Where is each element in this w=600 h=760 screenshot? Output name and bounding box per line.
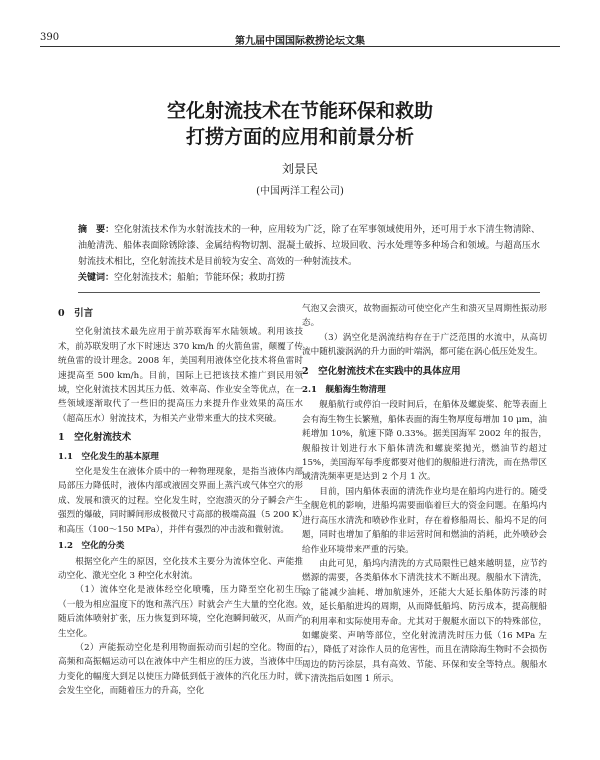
body-paragraph: 根据空化产生的原因，空化技术主要分为流体空化、声能推动空化、激光空化 3 种空化水射流。 [58,556,303,581]
subsection-heading: 1.1 空化发生的基本原理 [58,451,159,462]
body-paragraph: 舰船航行或停泊一段时间后，在船体及螺旋桨、舵等表面上会有海生物生长繁殖，船体表面的海生物厚度每增加 10 μm，油耗增加 10%，航速下降 0.33%。据美国海军 2002 年的报告，舰船按计划进行水下船体清洗和螺旋桨抛光，燃油节约超过 15%，美国海军每季度都要对他们的舰船进行清洗，而在热带区域清洗频率更是达到 2 个月 1 次。 [302,400,547,483]
running-header [40,30,560,47]
right-column [302,302,547,687]
keywords-text: 空化射流技术；船舶；节能环保；救助打捞 [114,273,286,283]
body-paragraph: （2）声能振动空化是利用物面振动而引起的空化。物面的高频和高振幅运动可以在液体中产生相应的压力波，当液体中压力变化的幅度大到足以使压力降低到低于液体的汽化压力时，就会发生空化，而随着压力的升高，空化 [58,642,303,697]
abstract-body: 空化射流技术作为水射流技术的一种，应用较为广泛，除了在军事领域使用外，还可用于水下清生物清除、油舱清洗、船体表面除锈除漆、金属结构物切割、混凝土破拆、垃圾回收、污水处理等多种场合和领域。与超高压水射流技术相比，空化射流技术是目前较为安全、高效的一种射流技术。 [78,225,540,267]
body-paragraph: 气泡又会溃灭，故物面振动可使空化产生和溃灭呈周期性振动形态。 [302,304,547,329]
abstract-label: 摘 要： [78,225,115,235]
section-heading: 2 空化射流技术在实践中的具体应用 [302,365,461,377]
body-paragraph: 空化是发生在液体介质中的一种物理现象，是指当液体内部局部压力降低时，液体内部或液固交界面上蒸汽或气体空穴的形成、发展和溃灭的过程。空化发生时，空泡溃灭的分子瞬会产生强烈的爆破，同时瞬间形成极微尺寸高部的极端高温（5 200 K）和高压（100～150 MPa），并伴有强烈的冲击波和微射流。 [58,467,303,535]
subsection-heading: 1.2 空化的分类 [58,541,125,552]
body-paragraph: 空化射流技术最先应用于前苏联海军水陆领域。利用该技术，前苏联发明了水下时速达 370 km/h 的火箭鱼雷，颠覆了传统鱼雷的设计理念。2008 年，美国利用液体空化技术将鱼雷时速提高至 500 km/h。目前，国际上已把该技术推广到民用领域，空化射流技术因其压力低、效率高、作业安全等优点，在一些领域逐渐取代了一些旧的提高压力来提升作业效果的高压水（超高压水）射流技术，为相关产业带来重大的技术突破。 [58,327,303,424]
body-paragraph: 由此可见，船坞内清洗的方式局限性已越来越明显，应节约燃源的需要，各类船体水下清洗技术不断出现。舰船水下清洗，除了能减少油耗、增加航速外，还能大大延长船体防污漆的时效，延长船舶进坞的周期，从而降低船坞、防污成本，提高舰船的利用率和实际使用寿命。尤其对于舰艇水面以下的特殊部位，如螺旋桨、声呐等部位，空化射流清洗时压力低（16 MPa 左右），降低了对涂作人员的危害性，而且在清除海生物时不会损伤周边的防污涂层，具有高效、节能、环保和安全等特点。舰船水下清洗指后如图 1 所示。 [302,558,547,685]
author-name: 刘景民 [281,162,318,176]
title-line-1: 空化射流技术在节能环保和救助 [166,100,433,122]
abstract-divider [78,292,540,293]
abstract-block [78,222,540,286]
subsection-heading: 2.1 舰船海生物清理 [302,385,386,396]
abstract-text [78,222,540,270]
left-column [58,302,303,699]
keywords-label: 关键词： [78,273,115,283]
title-line-2: 打捞方面的应用和前景分析 [185,126,414,148]
author-affiliation: (中国两洋工程公司) [256,186,344,197]
section-heading: 0 引言 [58,308,94,319]
journal-title: 第九届中国国际救捞论坛文集 [235,36,365,47]
article-title [40,98,560,150]
keywords-line [78,270,540,286]
section-heading: 1 空化射流技术 [58,432,132,444]
body-paragraph: （3）涡空化是涡流结构存在于广泛范围的水流中，从高切流中随机漩涡涡的升力面的叶端涡，都可能在涡心低压处发生。 [302,332,547,358]
page-number: 390 [40,32,60,43]
body-paragraph: （1）流体空化是液体经空化喷嘴，压力降至空化初生压（一般为相应温度下的饱和蒸汽压）时就会产生大量的空化泡。随后流体喷射扩张，压力恢复到环境，空化泡瞬间破灭，从而产生空化。 [58,585,303,639]
body-paragraph: 目前，国内船体表面的清洗作业均是在船坞内进行的。随受全舰危机的影响，进船坞需要面临着巨大的资金问题。在船坞内进行高压水清洗和喷砂作业时，存在着修船周长、船坞不足的问题，同时也增加了船舶的非运营时间和燃油的消耗，此外喷砂会给作业环境带来严重的污染。 [302,486,547,555]
